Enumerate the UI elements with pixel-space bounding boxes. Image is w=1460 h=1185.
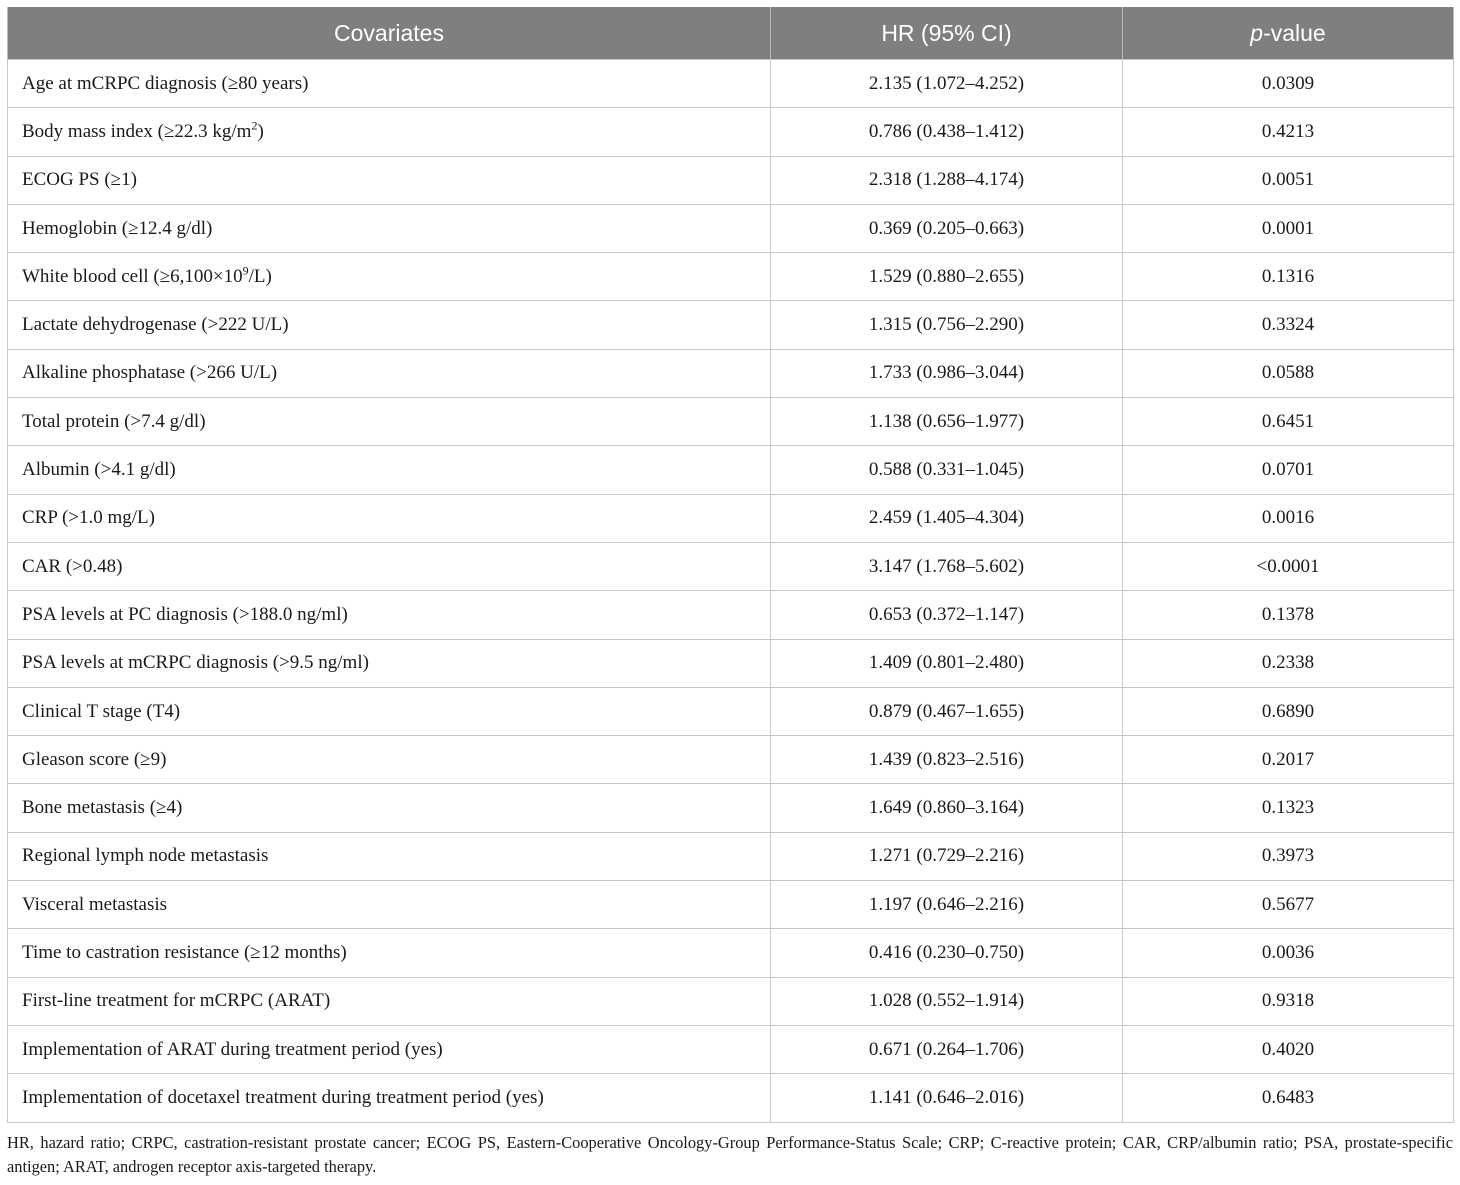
p-value-cell: 0.1323 (1123, 784, 1454, 832)
table-body (8, 60, 1454, 1123)
p-value-cell: 0.2338 (1123, 639, 1454, 687)
hr-cell: 1.028 (0.552–1.914) (771, 977, 1123, 1025)
table-row (8, 591, 1454, 639)
table-row (8, 977, 1454, 1025)
covariate-cell: Implementation of docetaxel treatment during treatment period (yes) (8, 1074, 771, 1122)
hr-cell: 1.439 (0.823–2.516) (771, 736, 1123, 784)
hr-cell: 2.318 (1.288–4.174) (771, 156, 1123, 204)
hr-cell: 0.879 (0.467–1.655) (771, 687, 1123, 735)
hr-cell: 1.529 (0.880–2.655) (771, 253, 1123, 301)
table-header (8, 7, 1454, 60)
p-value-cell: 0.1316 (1123, 253, 1454, 301)
p-value-cell: 0.0051 (1123, 156, 1454, 204)
p-value-cell: 0.0701 (1123, 446, 1454, 494)
p-value-cell: 0.4020 (1123, 1025, 1454, 1073)
covariate-cell: Albumin (>4.1 g/dl) (8, 446, 771, 494)
table-row (8, 929, 1454, 977)
hr-cell: 2.459 (1.405–4.304) (771, 494, 1123, 542)
p-value-cell: 0.4213 (1123, 108, 1454, 156)
p-value-cell: <0.0001 (1123, 542, 1454, 590)
covariate-cell: Regional lymph node metastasis (8, 832, 771, 880)
p-value-cell: 0.3973 (1123, 832, 1454, 880)
hr-cell: 0.588 (0.331–1.045) (771, 446, 1123, 494)
hr-cell: 1.649 (0.860–3.164) (771, 784, 1123, 832)
table-row (8, 204, 1454, 252)
covariate-cell: Bone metastasis (≥4) (8, 784, 771, 832)
p-value-cell: 0.5677 (1123, 881, 1454, 929)
table-footnote: HR, hazard ratio; CRPC, castration-resistant prostate cancer; ECOG PS, Eastern-Cooperative Oncology-Group Performance-Status Scale; CRP; C-reactive protein; CAR, CRP/albumin ratio; PSA, prostate-specific antigen; ARAT, androgen receptor axis-targeted therapy. (7, 1133, 1453, 1176)
covariate-cell: ECOG PS (≥1) (8, 156, 771, 204)
hr-cell: 2.135 (1.072–4.252) (771, 60, 1123, 108)
table-row (8, 253, 1454, 301)
hr-cell: 0.671 (0.264–1.706) (771, 1025, 1123, 1073)
table-row (8, 1025, 1454, 1073)
hr-cell: 3.147 (1.768–5.602) (771, 542, 1123, 590)
hr-cell: 0.369 (0.205–0.663) (771, 204, 1123, 252)
table-row (8, 398, 1454, 446)
covariate-cell: PSA levels at mCRPC diagnosis (>9.5 ng/ml) (8, 639, 771, 687)
covariate-text: White blood cell (≥6,100×10 (22, 265, 243, 287)
covariate-cell: Time to castration resistance (≥12 months) (8, 929, 771, 977)
header-p-rest: -value (1263, 19, 1326, 46)
p-value-cell: 0.0309 (1123, 60, 1454, 108)
table-row (8, 736, 1454, 784)
p-value-cell: 0.0001 (1123, 204, 1454, 252)
covariate-text-end: ) (257, 120, 264, 142)
p-value-cell: 0.6483 (1123, 1074, 1454, 1122)
covariate-cell: Hemoglobin (≥12.4 g/dl) (8, 204, 771, 252)
results-table-container (7, 7, 1453, 1123)
p-value-cell: 0.1378 (1123, 591, 1454, 639)
covariate-cell: Visceral metastasis (8, 881, 771, 929)
hr-cell: 1.271 (0.729–2.216) (771, 832, 1123, 880)
header-p-italic: p (1250, 19, 1264, 46)
superscript: 9 (242, 263, 249, 278)
p-value-cell: 0.0588 (1123, 349, 1454, 397)
p-value-cell: 0.3324 (1123, 301, 1454, 349)
p-value-cell: 0.0036 (1123, 929, 1454, 977)
covariate-cell: Age at mCRPC diagnosis (≥80 years) (8, 60, 771, 108)
header-covariates: Covariates (8, 7, 771, 60)
hr-cell: 0.416 (0.230–0.750) (771, 929, 1123, 977)
covariate-cell: First-line treatment for mCRPC (ARAT) (8, 977, 771, 1025)
p-value-cell: 0.6451 (1123, 398, 1454, 446)
p-value-cell: 0.6890 (1123, 687, 1454, 735)
hr-cell: 0.786 (0.438–1.412) (771, 108, 1123, 156)
covariate-cell: Implementation of ARAT during treatment period (yes) (8, 1025, 771, 1073)
hazard-ratio-table (7, 7, 1454, 1123)
table-row (8, 494, 1454, 542)
covariate-cell (8, 108, 771, 156)
covariate-cell (8, 253, 771, 301)
p-value-cell: 0.2017 (1123, 736, 1454, 784)
table-row (8, 639, 1454, 687)
hr-cell: 1.138 (0.656–1.977) (771, 398, 1123, 446)
p-value-cell: 0.9318 (1123, 977, 1454, 1025)
hr-cell: 1.141 (0.646–2.016) (771, 1074, 1123, 1122)
table-row (8, 446, 1454, 494)
table-row (8, 1074, 1454, 1122)
p-value-cell: 0.0016 (1123, 494, 1454, 542)
covariate-text-end: /L) (248, 265, 272, 287)
table-row (8, 301, 1454, 349)
covariate-cell: Alkaline phosphatase (>266 U/L) (8, 349, 771, 397)
hr-cell: 1.733 (0.986–3.044) (771, 349, 1123, 397)
header-p-value (1123, 7, 1454, 60)
header-row (8, 7, 1454, 60)
covariate-cell: CAR (>0.48) (8, 542, 771, 590)
hr-cell: 0.653 (0.372–1.147) (771, 591, 1123, 639)
covariate-cell: PSA levels at PC diagnosis (>188.0 ng/ml) (8, 591, 771, 639)
hr-cell: 1.315 (0.756–2.290) (771, 301, 1123, 349)
covariate-cell: Total protein (>7.4 g/dl) (8, 398, 771, 446)
table-row (8, 687, 1454, 735)
covariate-text: Body mass index (≥22.3 kg/m (22, 120, 252, 142)
covariate-cell: Lactate dehydrogenase (>222 U/L) (8, 301, 771, 349)
table-row (8, 108, 1454, 156)
table-row (8, 542, 1454, 590)
hr-cell: 1.409 (0.801–2.480) (771, 639, 1123, 687)
superscript: 2 (251, 118, 258, 133)
table-row (8, 881, 1454, 929)
table-row (8, 349, 1454, 397)
hr-cell: 1.197 (0.646–2.216) (771, 881, 1123, 929)
table-row (8, 60, 1454, 108)
table-row (8, 784, 1454, 832)
covariate-cell: Clinical T stage (T4) (8, 687, 771, 735)
table-row (8, 832, 1454, 880)
table-row (8, 156, 1454, 204)
covariate-cell: Gleason score (≥9) (8, 736, 771, 784)
header-hr: HR (95% CI) (771, 7, 1123, 60)
covariate-cell: CRP (>1.0 mg/L) (8, 494, 771, 542)
